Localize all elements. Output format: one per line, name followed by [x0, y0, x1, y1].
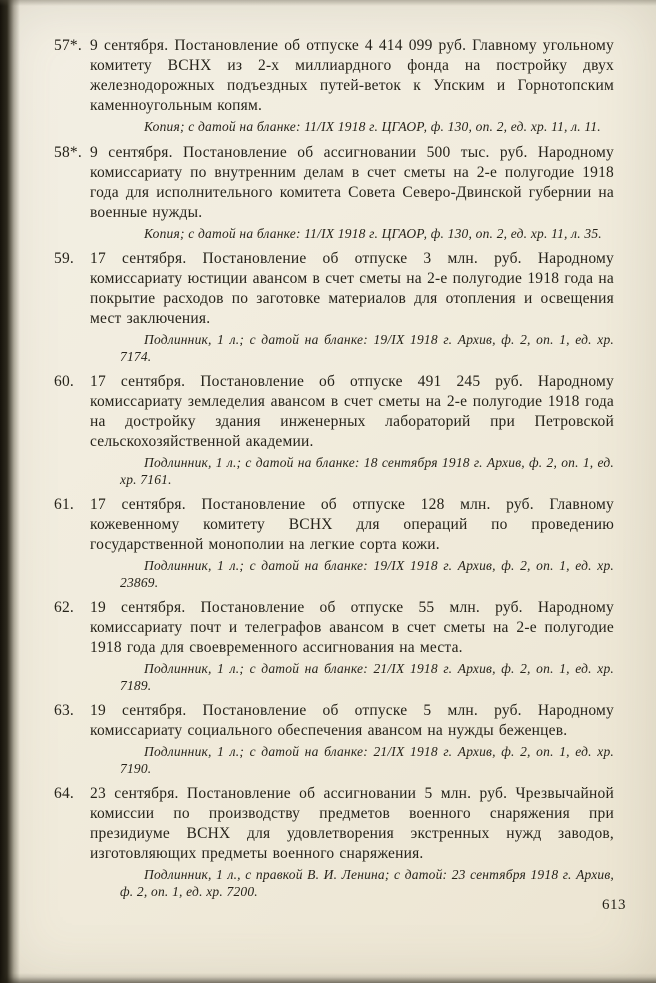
entry-number: 64.: [54, 785, 74, 802]
entry: [54, 143, 614, 243]
entry-body: 17 сентября. Постановление об отпуске 128 млн. руб. Главному кожевенному комитету ВСНХ для операций по проведению государственной монополии на легкие сорта кожи.: [90, 496, 614, 553]
entry-source: Подлинник, 1 л.; с датой на бланке: 21/IX 1918 г. Архив, ф. 2, оп. 1, ед. хр. 7190.: [120, 744, 614, 776]
entries-list: [54, 36, 614, 907]
entry-body: 17 сентября. Постановление об отпуске 3 млн. руб. Народному комиссариату юстиции авансом в счет сметы на 2-е полугодие 1918 года на покрытие расходов по заготовке материалов для отопления и освещения мест заключения.: [90, 250, 614, 327]
entry-number: 58*.: [54, 143, 82, 161]
entry-source: Подлинник, 1 л.; с датой на бланке: 19/IX 1918 г. Архив, ф. 2, оп. 1, ед. хр. 23869.: [120, 558, 614, 590]
entry-body: 17 сентября. Постановление об отпуске 491 245 руб. Народному комиссариату земледелия авансом в счет сметы на 2-е полугодие 1918 года на достройку здания инженерных лабораторий при Петровской сельскохозяйственной академии.: [90, 373, 614, 450]
entry-text: [90, 495, 614, 591]
entry-source: Подлинник, 1 л.; с датой на бланке: 19/IX 1918 г. Архив, ф. 2, оп. 1, ед. хр. 7174.: [120, 332, 614, 364]
entry: [54, 372, 614, 488]
page-bottom-edge: [0, 973, 656, 983]
entry-number: 59.: [54, 250, 74, 267]
entry-source: Подлинник, 1 л.; с датой на бланке: 18 сентября 1918 г. Архив, ф. 2, оп. 1, ед. хр. 7161.: [120, 455, 614, 487]
entry-number: 63.: [54, 702, 74, 719]
entry-source: Копия; с датой на бланке: 11/IX 1918 г. ЦГАОР, ф. 130, оп. 2, ед. хр. 11, л. 35.: [144, 225, 602, 241]
entry-number: 62.: [54, 599, 74, 616]
entry-number: 61.: [54, 496, 74, 513]
entry-source: Подлинник, 1 л., с правкой В. И. Ленина; с датой: 23 сентября 1918 г. Архив, ф. 2, оп. 1, ед. хр. 7200.: [120, 867, 614, 899]
entry: [54, 701, 614, 777]
entry-text: [90, 598, 614, 694]
page-top-edge: [0, 0, 656, 6]
entry-body: 19 сентября. Постановление об отпуске 5 млн. руб. Народному комиссариату социального обеспечения авансом на нужды беженцев.: [90, 702, 614, 739]
entry: [54, 598, 614, 694]
entry-text: [90, 143, 614, 243]
entry: [54, 495, 614, 591]
entry-text: [90, 784, 614, 900]
entry-source: Подлинник, 1 л.; с датой на бланке: 21/IX 1918 г. Архив, ф. 2, оп. 1, ед. хр. 7189.: [120, 661, 614, 693]
entry-text: [90, 701, 614, 777]
entry-number: 57*.: [54, 37, 82, 54]
page-number: 613: [602, 897, 626, 913]
entry-body: 9 сентября. Постановление об отпуске 4 414 099 руб. Главному угольному комитету ВСНХ из 2-х миллиардного фонда на постройку двух железнодорожных подъездных путей-веток к Упским и Горнотопским каменноугольным копям.: [90, 37, 614, 114]
entry-text: [90, 372, 614, 488]
entry-text: [90, 249, 614, 365]
entry-text: [90, 36, 614, 136]
entry: [54, 784, 614, 900]
entry: [54, 36, 614, 136]
entry-number: 60.: [54, 373, 74, 390]
entry-body: 23 сентября. Постановление об ассигновании 5 млн. руб. Чрезвычайной комиссии по производству предметов военного снаряжения при президиуме ВСНХ для удовлетворения экстренных нужд заводов, изготовляющих предметы военного снаряжения.: [90, 785, 614, 862]
entry: [54, 249, 614, 365]
binding-shadow: [0, 0, 20, 983]
entry-source: Копия; с датой на бланке: 11/IX 1918 г. ЦГАОР, ф. 130, оп. 2, ед. хр. 11, л. 11.: [144, 119, 601, 134]
entry-body: 9 сентября. Постановление об ассигновании 500 тыс. руб. Народному комиссариату по внутренним делам в счет сметы на 2-е полугодие 1918 года для исполнительного комитета Совета Северо-Двинской губернии на военные нужды.: [90, 143, 614, 221]
entry-body: 19 сентября. Постановление об отпуске 55 млн. руб. Народному комиссариату почт и телеграфов авансом в счет сметы на 2-е полугодие 1918 года для своевременного ассигнования на места.: [90, 599, 614, 656]
